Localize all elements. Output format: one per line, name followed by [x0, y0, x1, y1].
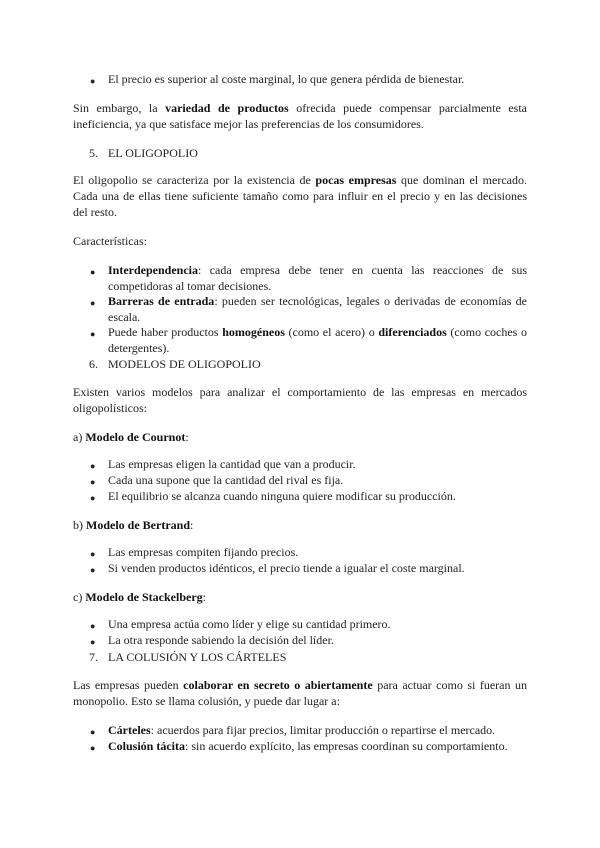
list-item: Puede haber productos homogéneos (como el acero) o diferenciados (como coches o detergentes).: [108, 325, 527, 355]
paragraph: El oligopolio se caracteriza por la existencia de pocas empresas que dominan el mercado. Cada una de ellas tiene suficiente tamaño como para influir en el precio y en las decisiones del resto.: [73, 173, 527, 219]
bullet-icon: ●: [90, 461, 96, 471]
bullet-icon: ●: [90, 637, 96, 647]
bullet-icon: ●: [90, 477, 96, 487]
section-title: MODELOS DE OLIGOPOLIO: [108, 357, 261, 371]
list-item: El precio es superior al coste marginal, lo que genera pérdida de bienestar.: [108, 72, 465, 86]
model-heading: a) Modelo de Cournot:: [73, 430, 189, 444]
bullet-icon: ●: [90, 329, 96, 339]
section-number: 5.: [89, 146, 98, 160]
section-number: 7.: [89, 650, 98, 664]
section-title: LA COLUSIÓN Y LOS CÁRTELES: [108, 650, 287, 664]
bullet-icon: ●: [90, 621, 96, 631]
list-item: Si venden productos idénticos, el precio tiende a igualar el coste marginal.: [108, 561, 465, 575]
list-label: Características:: [73, 234, 147, 248]
list-item: Barreras de entrada: pueden ser tecnológicas, legales o derivadas de economías de escala.: [108, 294, 527, 324]
bullet-icon: ●: [90, 565, 96, 575]
list-item: Las empresas compiten fijando precios.: [108, 545, 299, 559]
paragraph: Existen varios modelos para analizar el comportamiento de las empresas en mercados oligopolísticos:: [73, 385, 527, 415]
model-heading: c) Modelo de Stackelberg:: [73, 590, 206, 604]
list-item: Las empresas eligen la cantidad que van a producir.: [108, 457, 356, 471]
bullet-icon: ●: [90, 743, 96, 753]
list-item: Cada una supone que la cantidad del rival es fija.: [108, 473, 344, 487]
list-item: El equilibrio se alcanza cuando ninguna quiere modificar su producción.: [108, 489, 456, 503]
section-title: EL OLIGOPOLIO: [108, 146, 198, 160]
bullet-icon: ●: [90, 267, 96, 277]
section-number: 6.: [89, 357, 98, 371]
list-item: Una empresa actúa como líder y elige su cantidad primero.: [108, 617, 391, 631]
list-item: Cárteles: acuerdos para fijar precios, limitar producción o repartirse el mercado.: [108, 723, 496, 737]
bullet-icon: ●: [90, 76, 96, 86]
list-item: Colusión tácita: sin acuerdo explícito, las empresas coordinan su comportamiento.: [108, 739, 508, 753]
bullet-icon: ●: [90, 298, 96, 308]
model-heading: b) Modelo de Bertrand:: [73, 518, 194, 532]
bullet-icon: ●: [90, 549, 96, 559]
bullet-icon: ●: [90, 727, 96, 737]
bullet-icon: ●: [90, 493, 96, 503]
paragraph: Las empresas pueden colaborar en secreto o abiertamente para actuar como si fueran un monopolio. Esto se llama colusión, y puede dar lugar a:: [73, 678, 527, 708]
list-item: Interdependencia: cada empresa debe tener en cuenta las reacciones de sus competidoras al tomar decisiones.: [108, 263, 527, 293]
paragraph: Sin embargo, la variedad de productos ofrecida puede compensar parcialmente esta ineficiencia, ya que satisface mejor las preferencias de los consumidores.: [73, 101, 527, 131]
list-item: La otra responde sabiendo la decisión del líder.: [108, 633, 334, 647]
